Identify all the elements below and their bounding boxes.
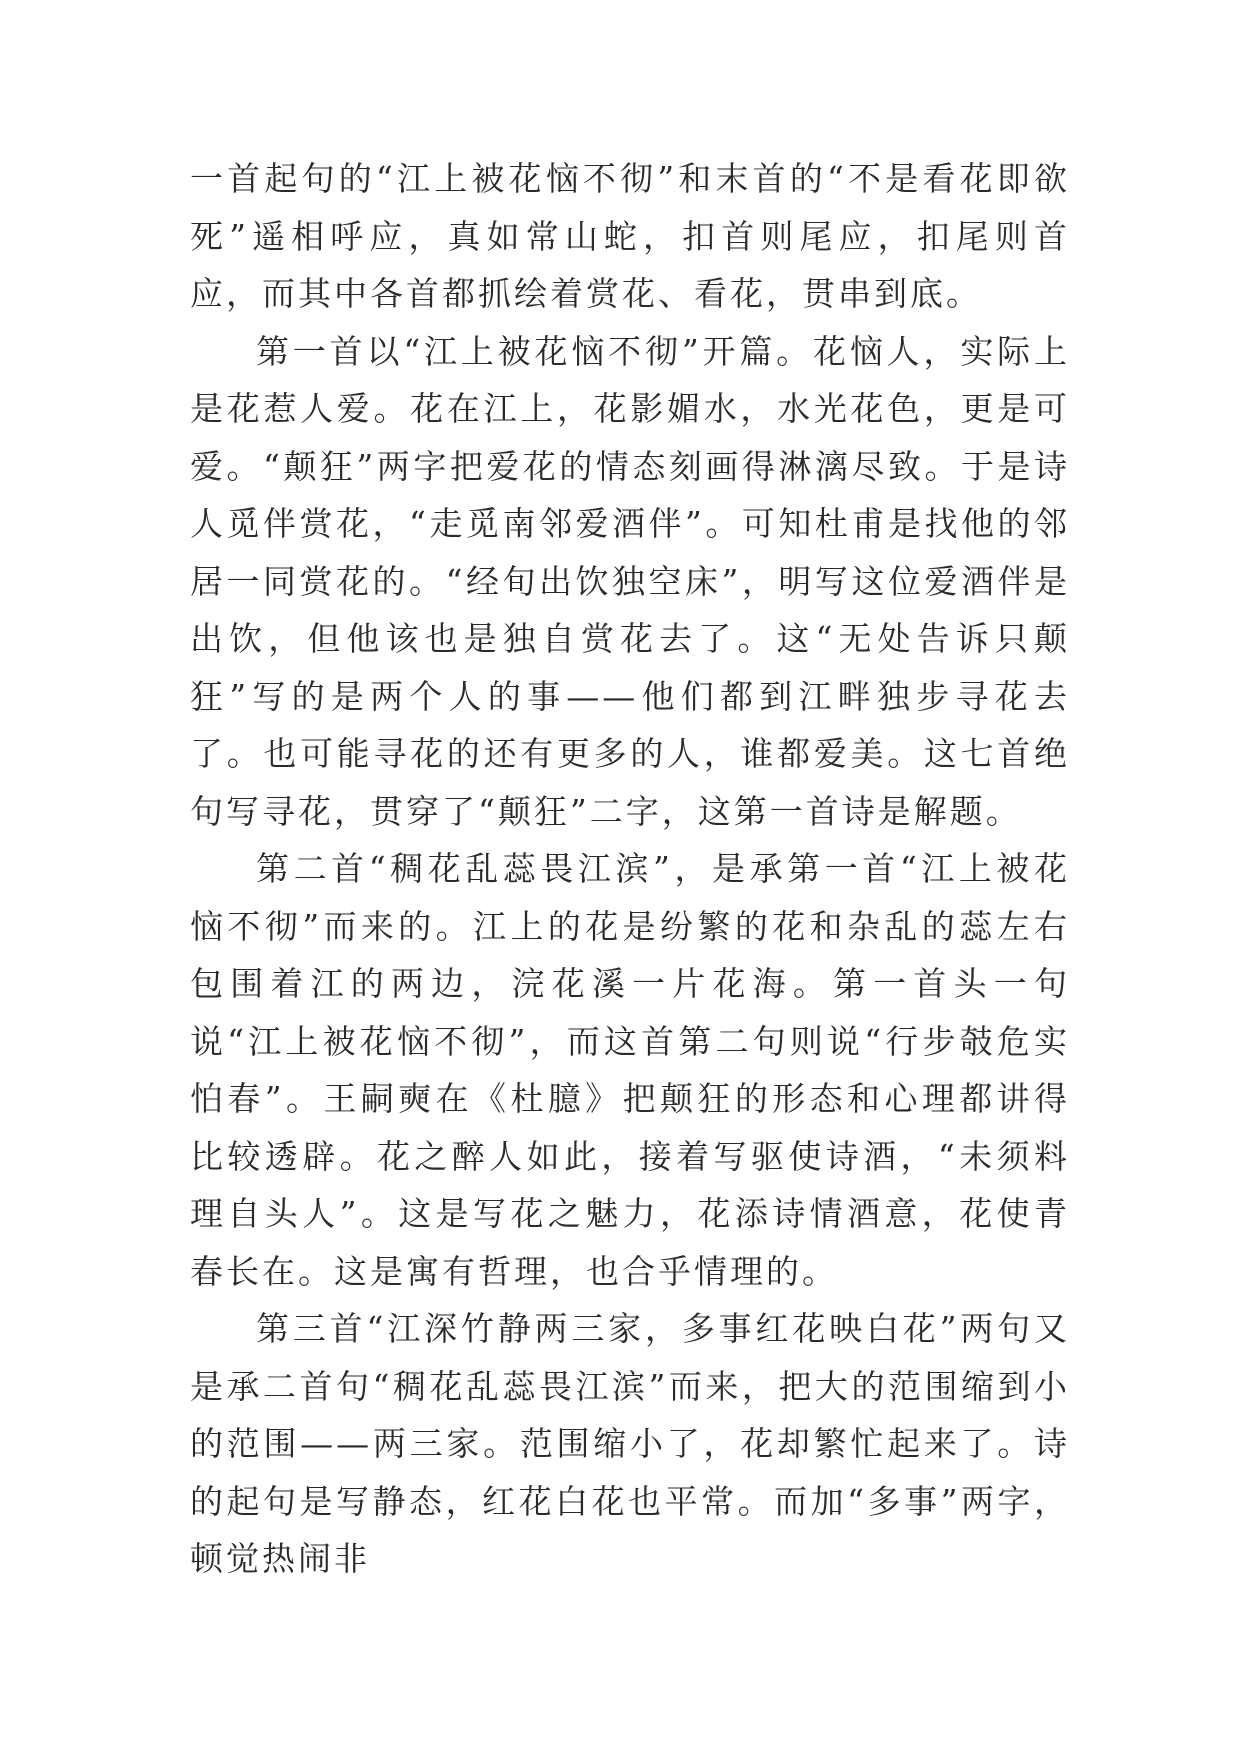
- paragraph-third-poem: 第三首“江深竹静两三家，多事红花映白花”两句又是承二首句“稠花乱蕊畏江滨”而来，把大的范围缩到小的范围——两三家。范围缩小了，花却繁忙起来了。诗的起句是写静态，红花白花也平常。而加“多事”两字，顿觉热闹非: [190, 1309, 1070, 1578]
- body-text: [190, 150, 1070, 1588]
- paragraph-continuation: 一首起句的“江上被花恼不彻”和末首的“不是看花即欲死”遥相呼应，真如常山蛇，扣首则尾应，扣尾则首应，而其中各首都抓绘着赏花、看花，贯串到底。: [190, 159, 1070, 313]
- paragraph-first-poem: 第一首以“江上被花恼不彻”开篇。花恼人，实际上是花惹人爱。花在江上，花影媚水，水光花色，更是可爱。“颠狂”两字把爱花的情态刻画得淋漓尽致。于是诗人觅伴赏花，“走觅南邻爱酒伴”。可知杜甫是找他的邻居一同赏花的。“经旬出饮独空床”，明写这位爱酒伴是出饮，但他该也是独自赏花去了。这“无处告诉只颠狂”写的是两个人的事——他们都到江畔独步寻花去了。也可能寻花的还有更多的人，谁都爱美。这七首绝句写寻花，贯穿了“颠狂”二字，这第一首诗是解题。: [190, 331, 1070, 831]
- paragraph-second-poem: 第二首“稠花乱蕊畏江滨”，是承第一首“江上被花恼不彻”而来的。江上的花是纷繁的花和杂乱的蕊左右包围着江的两边，浣花溪一片花海。第一首头一句说“江上被花恼不彻”，而这首第二句则说“行步攲危实怕春”。王嗣奭在《杜臆》把颠狂的形态和心理都讲得比较透辟。花之醉人如此，接着写驱使诗酒，“未须料理自头人”。这是写花之魅力，花添诗情酒意，花使青春长在。这是寓有哲理，也合乎情理的。: [190, 849, 1070, 1291]
